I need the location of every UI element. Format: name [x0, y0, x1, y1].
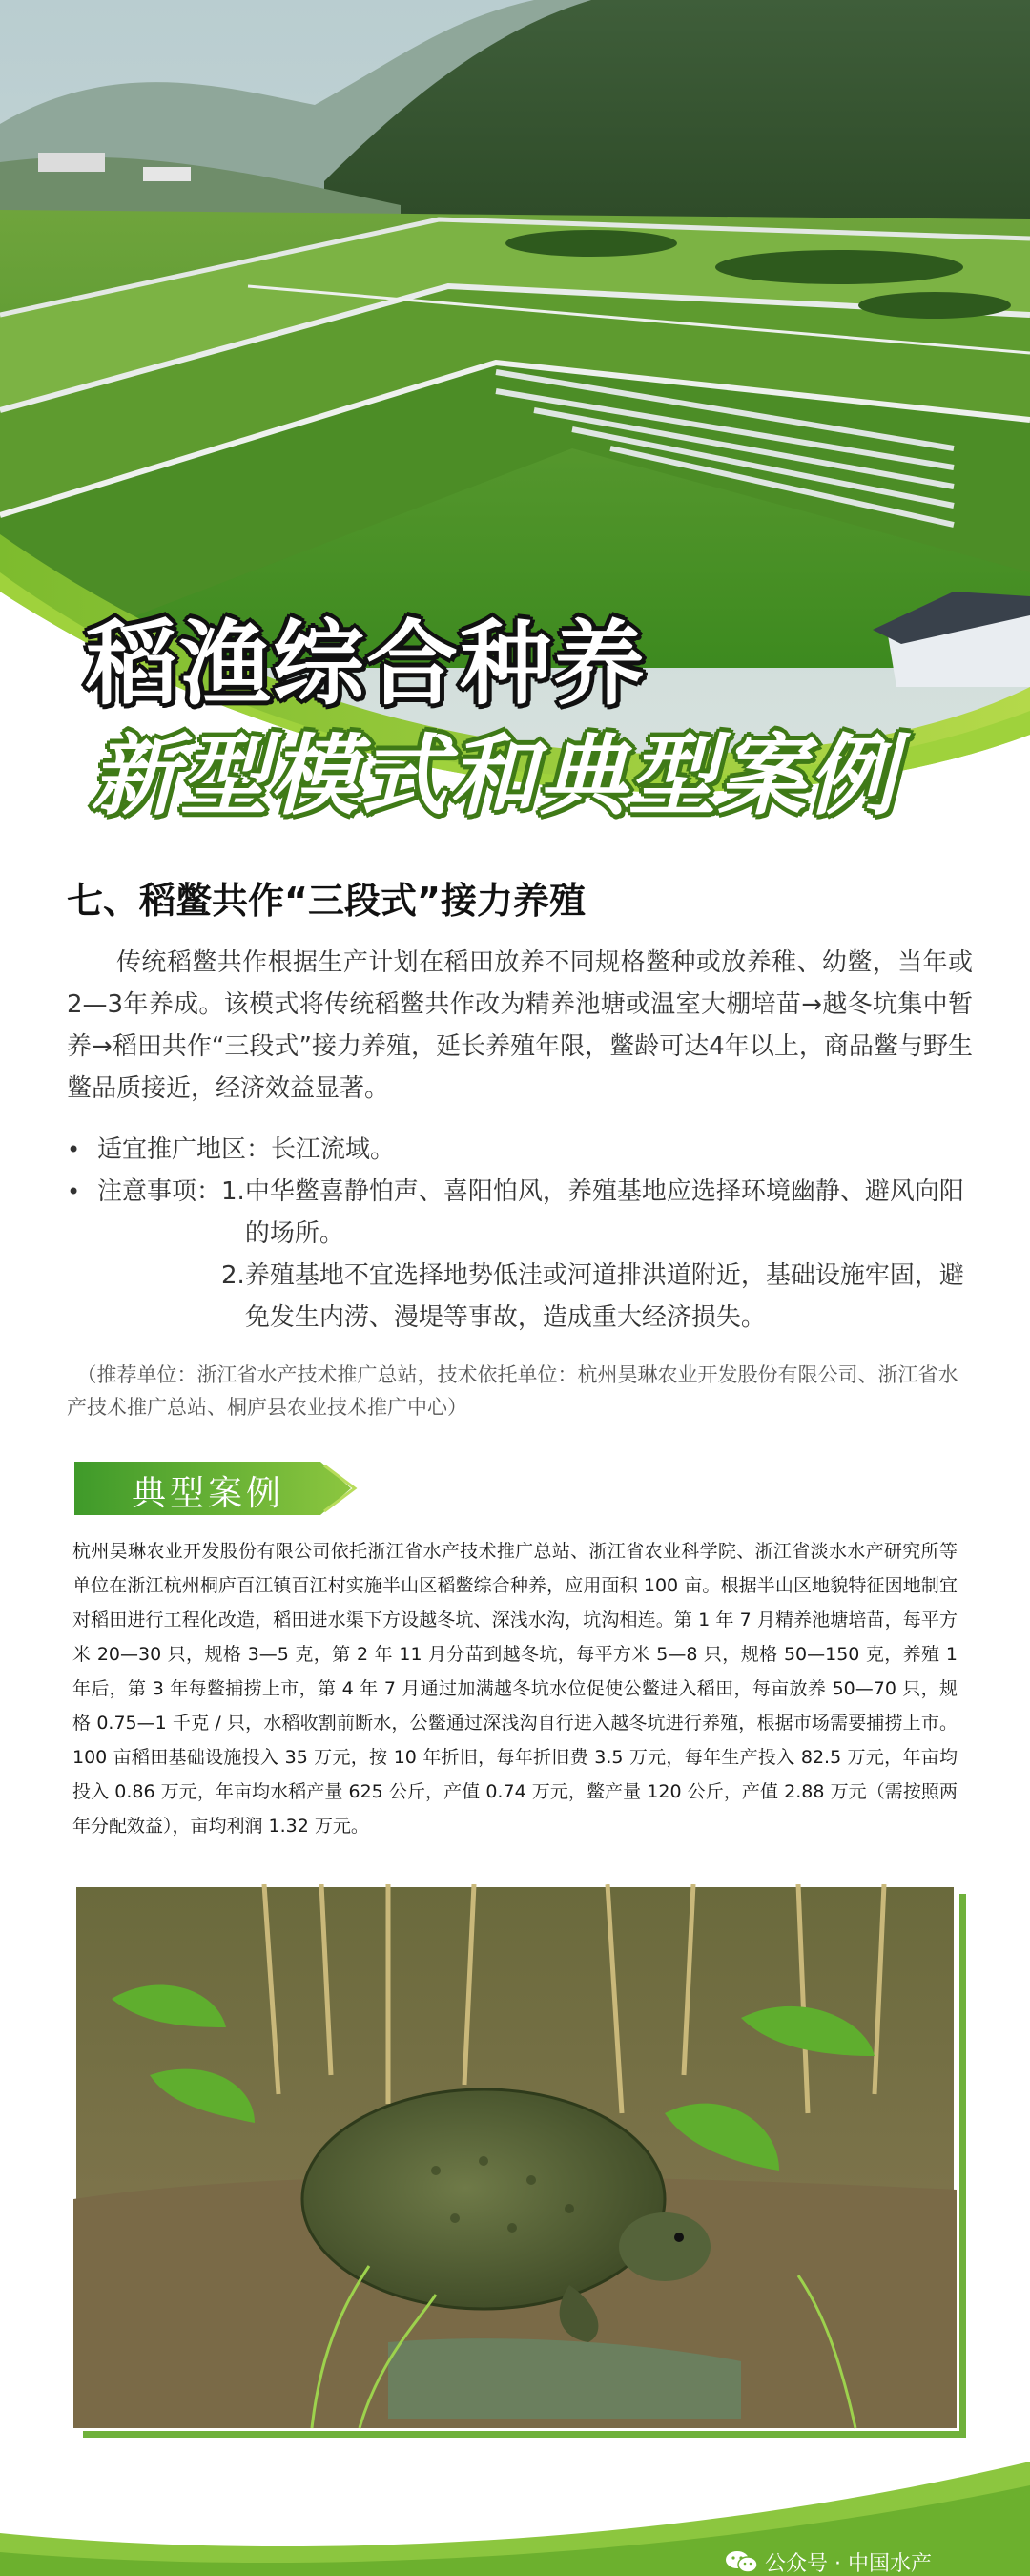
wechat-watermark	[725, 2549, 932, 2574]
bullet-dot-icon: •	[67, 1178, 81, 1205]
bullet-dot-icon: •	[67, 1136, 81, 1163]
case-tag-label: 典型案例	[132, 1474, 285, 1513]
note-number: 1.	[221, 1177, 245, 1206]
title-block	[0, 582, 1030, 830]
notes-label: 注意事项：	[97, 1177, 222, 1206]
case-paragraph: 杭州昊琳农业开发股份有限公司依托浙江省水产技术推广总站、浙江省农业科学院、浙江省淡水水产研究所等单位在浙江杭州桐庐百江镇百江村实施半山区稻鳖综合种养，应用面积 100 亩。根据半山区地貌特征因地制宜对稻田进行工程化改造，稻田进水渠下方设越冬坑、深浅水沟，坑沟相连。第 1 年 7 月精养池塘培苗，每平方米 20—30 只，规格 3—5 克，第 2 年 11 月分苗到越冬坑，每平方米 5—8 只，规格 50—150 克，养殖 1 年后，第 3 年每鳖捕捞上市，第 4 年 7 月通过加满越冬坑水位促使公鳖进入稻田，每亩放养 50—70 只，规格 0.75—1 千克 / 只，水稻收割前断水，公鳖通过深浅沟自行进入越冬坑进行养殖，根据市场需要捕捞上市。100 亩稻田基础设施投入 35 万元，按 10 年折旧，每年折旧费 3.5 万元，每年生产投入 82.5 万元，年亩均投入 0.86 万元，年亩均水稻产量 625 公斤，产值 0.74 万元，鳖产量 120 公斤，产值 2.88 万元（需按照两年分配效益），亩均利润 1.32 万元。	[72, 1541, 958, 1837]
section-heading: 七、稻鳖共作“三段式”接力养殖	[67, 880, 586, 922]
watermark-text: 公众号 · 中国水产	[765, 2551, 932, 2576]
page-title-line2: 新型模式和典型案例	[91, 725, 898, 827]
soft-shell-turtle-image	[73, 1884, 966, 2438]
turtle-photo	[73, 1884, 966, 2438]
note-number: 2.	[221, 1261, 245, 1290]
bullet-list	[67, 1129, 973, 1339]
hero-banner	[0, 0, 1030, 840]
region-value: 长江流域。	[271, 1135, 396, 1164]
case-tag	[74, 1462, 360, 1515]
bullet-notes	[67, 1171, 973, 1339]
note-text: 中华鳖喜静怕声、喜阳怕风，养殖基地应选择环境幽静、避风向阳的场所。	[244, 1177, 964, 1248]
notes-list	[221, 1171, 973, 1339]
region-label: 适宜推广地区：	[97, 1135, 272, 1164]
recommending-units: （推荐单位：浙江省水产技术推广总站，技术依托单位：杭州昊琳农业开发股份有限公司、浙江省水产技术推广总站、桐庐县农业技术推广中心）	[67, 1363, 958, 1419]
bullet-region	[67, 1129, 973, 1171]
note-text: 养殖基地不宜选择地势低洼或河道排洪道附近，基础设施牢固，避免发生内涝、漫堤等事故，造成重大经济损失。	[244, 1261, 964, 1332]
page-title-line1: 稻渔综合种养	[86, 611, 647, 717]
wechat-icon	[725, 2549, 759, 2574]
intro-paragraph: 传统稻鳖共作根据生产计划在稻田放养不同规格鳖种或放养稚、幼鳖，当年或2—3年养成。该模式将传统稻鳖共作改为精养池塘或温室大棚培苗→越冬坑集中暂养→稻田共作“三段式”接力养殖，延长养殖年限，鳖龄可达4年以上，商品鳖与野生鳖品质接近，经济效益显著。	[67, 948, 973, 1103]
note-item	[221, 1171, 973, 1255]
note-item	[221, 1255, 973, 1339]
